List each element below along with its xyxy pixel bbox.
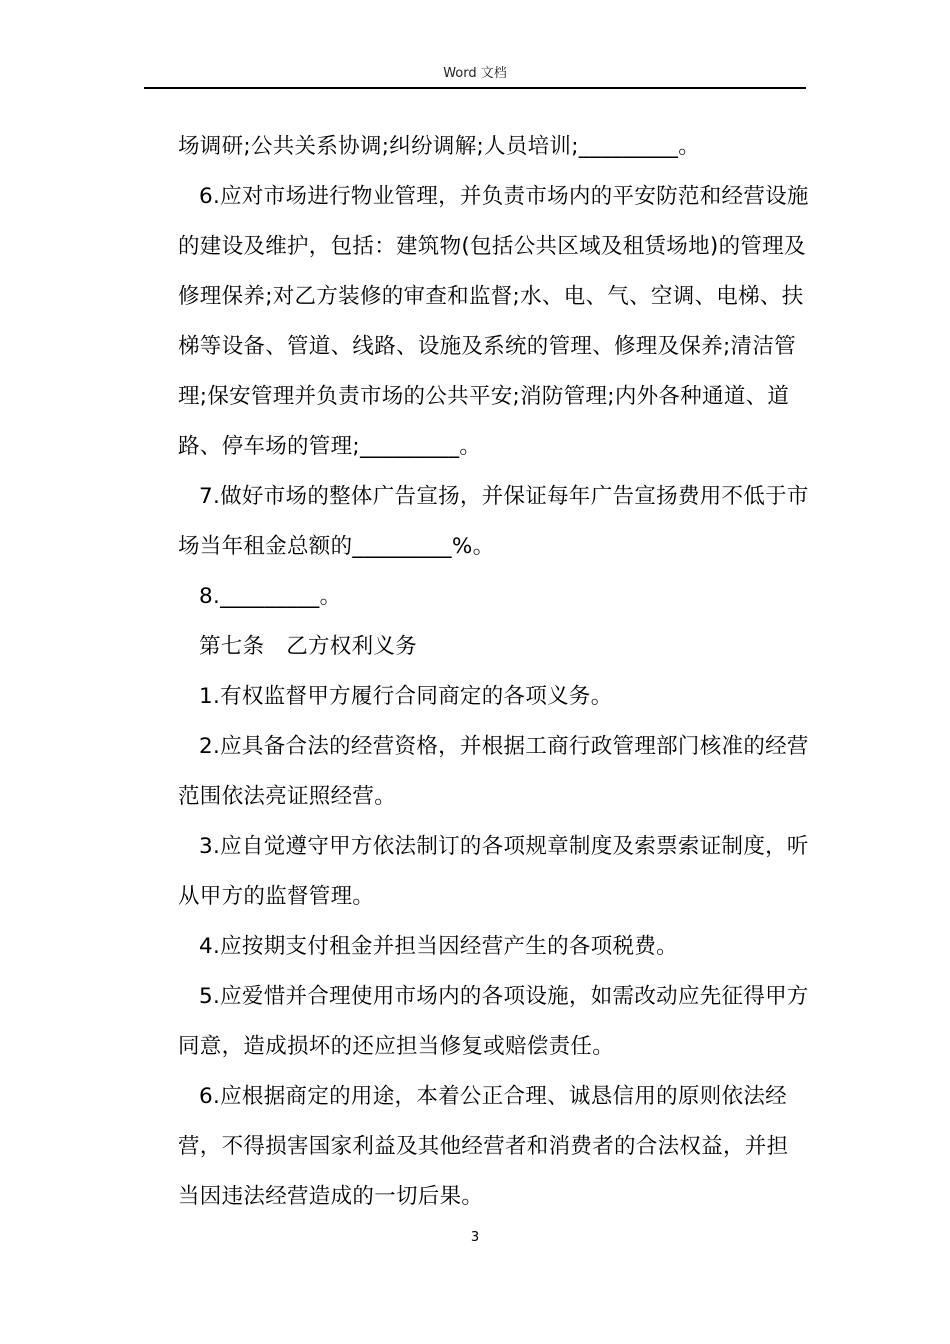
paragraph-item-6-property-management: 6.应对市场进行物业管理，并负责市场内的平安防范和经营设施的建设及维护，包括：建筑物(包括公共区域及租赁场地)的管理及修理保养;对乙方装修的审查和监督;水、电、气、空调、电梯、扶梯等设备、管道、线路、设施及系统的管理、修理及保养;清洁管理;保安管理并负责市场的公共平安;消防管理;内外各种通道、道路、停车场的管理;_________。 [178,184,809,459]
paragraph-continuation: 场调研;公共关系协调;纠纷调解;人员培训;_________。 [178,134,701,159]
paragraph-item-1-supervise: 1.有权监督甲方履行合同商定的各项义务。 [199,684,613,709]
page-header-title: Word 文档 [443,66,507,81]
paragraph-item-2-qualification: 2.应具备合法的经营资格，并根据工商行政管理部门核准的经营范围依法亮证照经营。 [178,734,809,809]
paragraph-item-4-rent-taxes: 4.应按期支付租金并担当因经营产生的各项税费。 [199,934,678,959]
paragraph-item-8-blank: 8._________。 [199,584,342,609]
section-heading-article-7: 第七条 乙方权利义务 [199,634,418,659]
paragraph-item-5-facilities: 5.应爱惜并合理使用市场内的各项设施，如需改动应先征得甲方同意，造成损坏的还应担当修复或赔偿责任。 [178,984,809,1059]
paragraph-item-7-advertising: 7.做好市场的整体广告宣扬，并保证每年广告宣扬费用不低于市场当年租金总额的_________%。 [178,484,809,559]
paragraph-item-3-regulations: 3.应自觉遵守甲方依法制订的各项规章制度及索票索证制度，听从甲方的监督管理。 [178,834,809,909]
document-body [178,122,810,1222]
paragraph-item-6-lawful-operation: 6.应根据商定的用途，本着公正合理、诚恳信用的原则依法经营，不得损害国家利益及其他经营者和消费者的合法权益，并担当因违法经营造成的一切后果。 [178,1084,789,1209]
page-number: 3 [470,1230,480,1245]
header-divider [144,87,806,89]
